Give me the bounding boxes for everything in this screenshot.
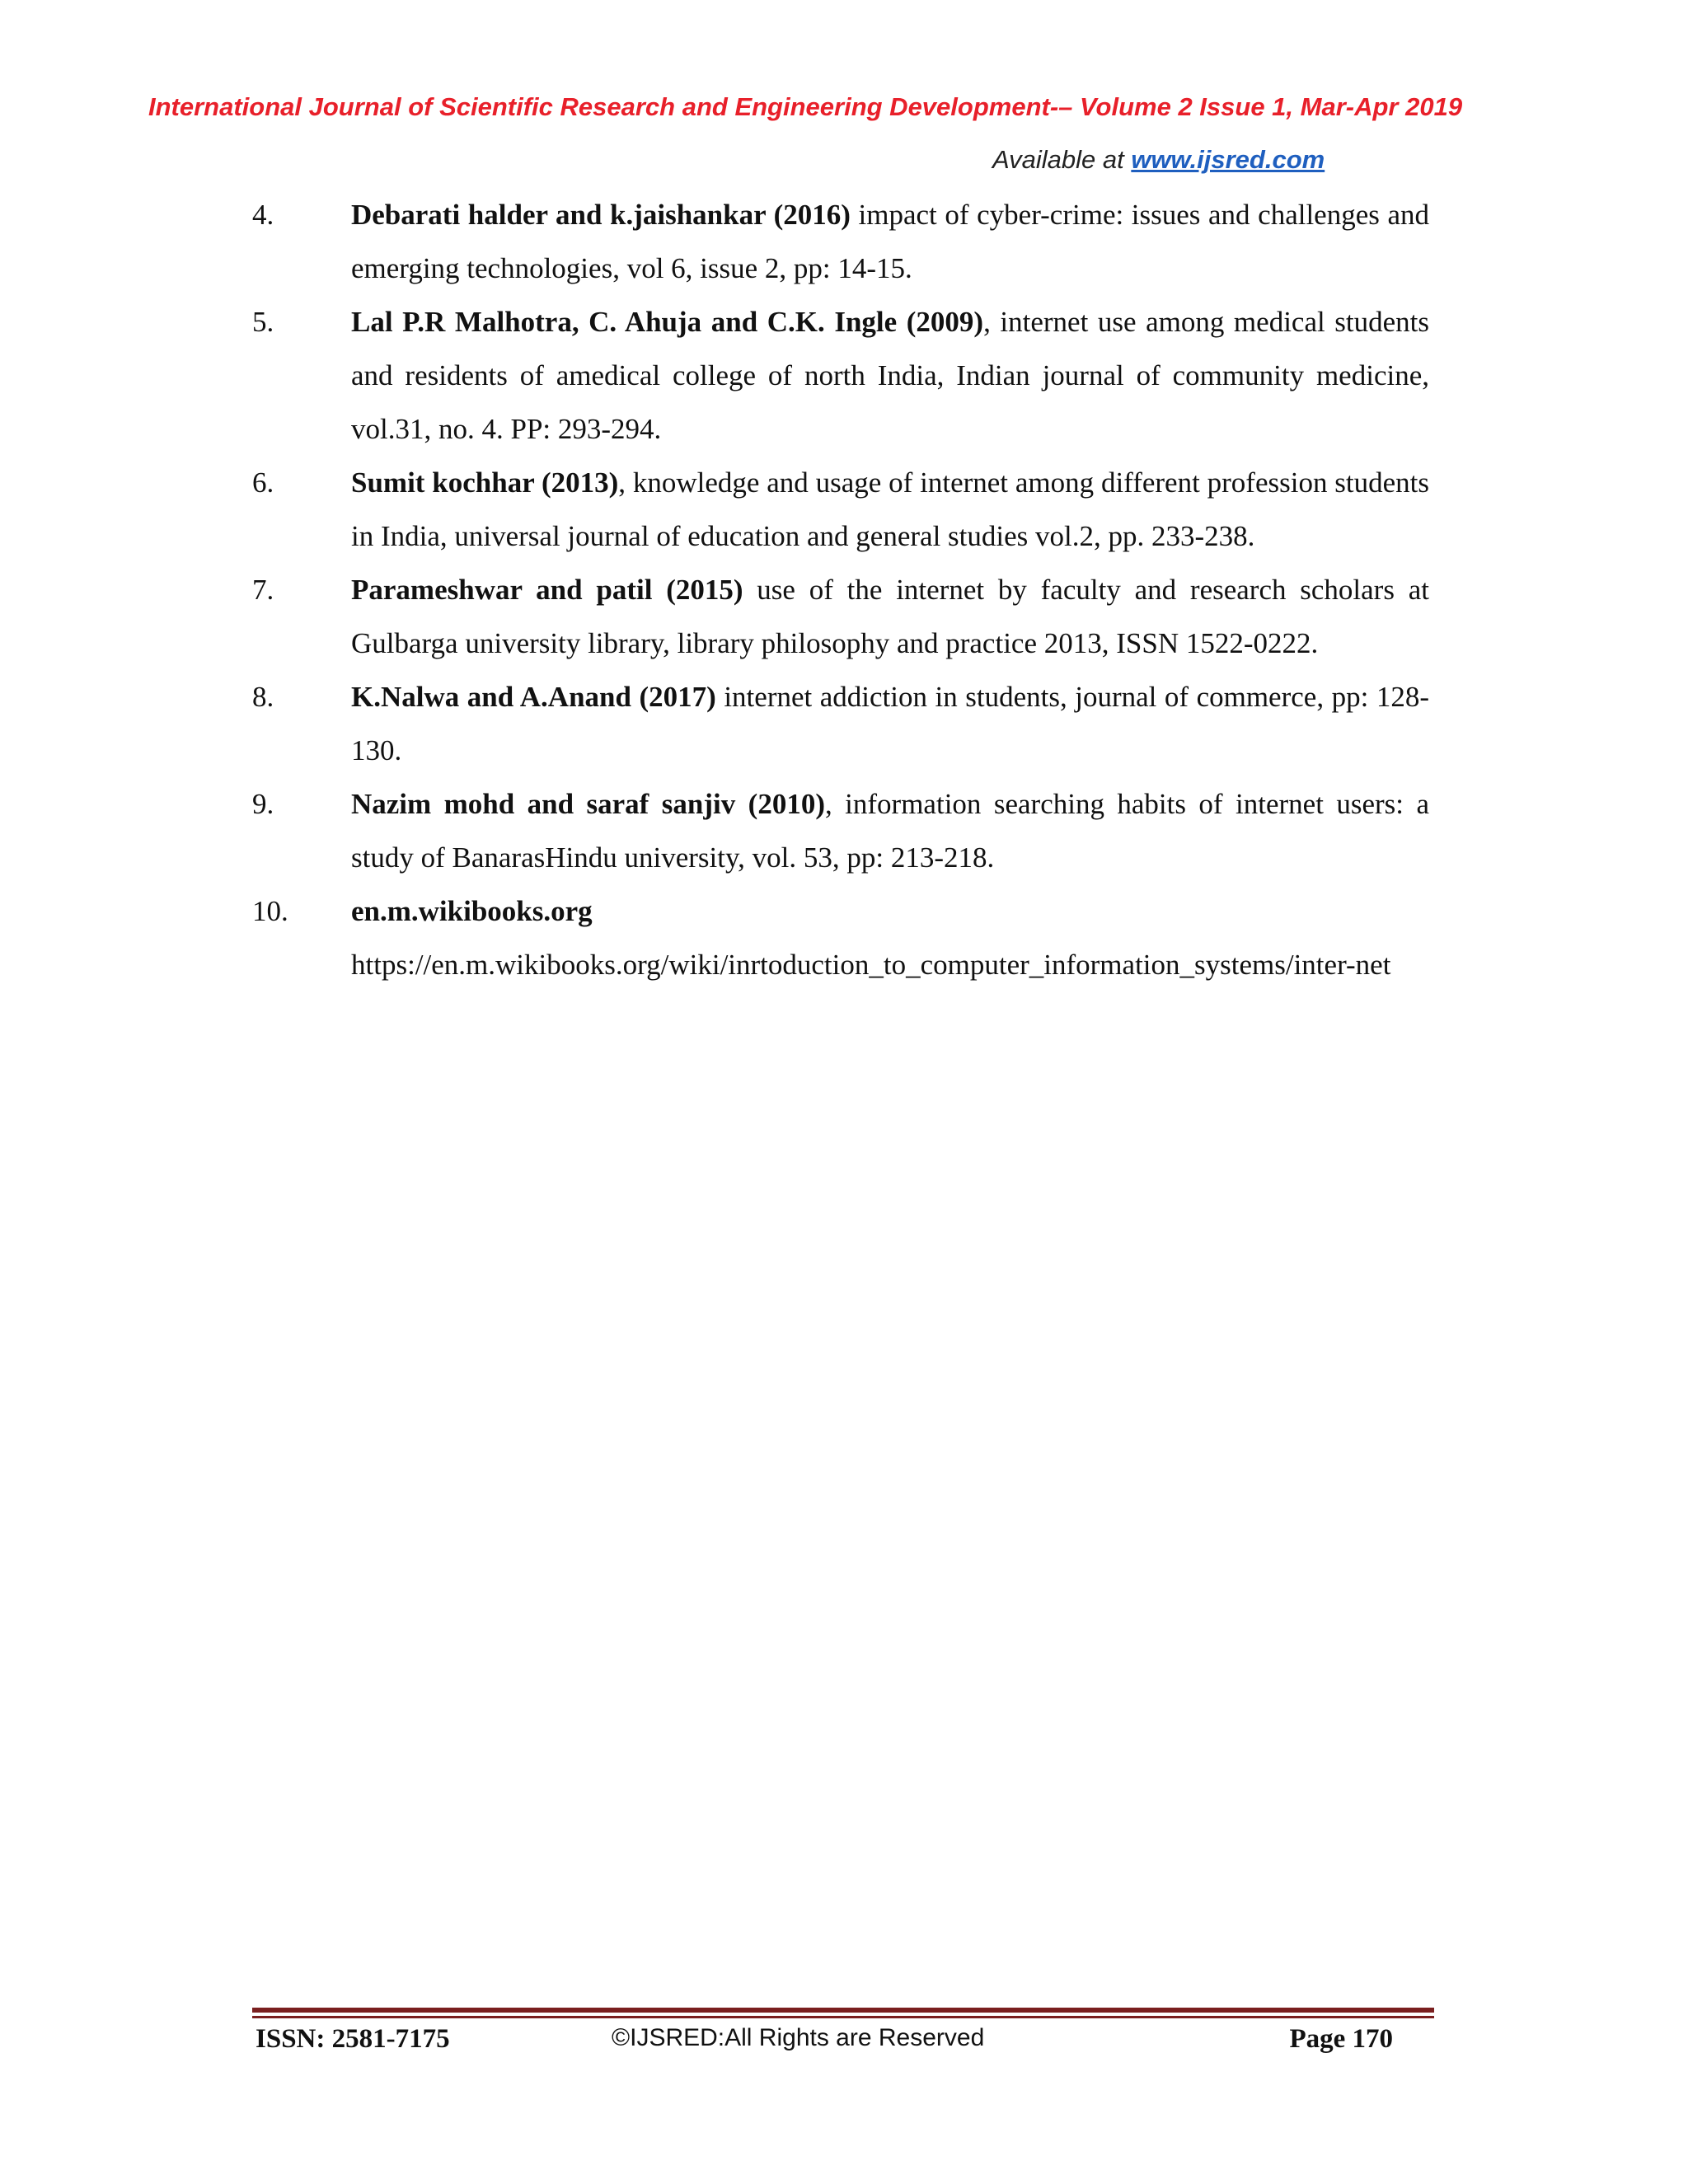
reference-number: 9. xyxy=(252,788,274,820)
reference-authors: Sumit kochhar (2013) xyxy=(351,466,619,499)
reference-item-8 xyxy=(252,670,1429,777)
reference-number: 7. xyxy=(252,574,274,606)
reference-item-10 xyxy=(252,884,1429,991)
reference-item-9 xyxy=(252,777,1429,884)
reference-details: , knowledge and usage of internet among different profession students in India, universal journal of education and general studies vol.2, pp. 233-238. xyxy=(351,466,1430,552)
reference-number: 8. xyxy=(252,681,274,713)
reference-number: 6. xyxy=(252,466,274,499)
reference-number: 4. xyxy=(252,199,274,231)
availability-prefix: Available at xyxy=(992,145,1132,174)
journal-title: International Journal of Scientific Research and Engineering Development-– Volume 2 Issue 1, Mar-Apr 2019 xyxy=(148,92,1463,121)
page-footer xyxy=(256,2024,1393,2065)
reference-number: 5. xyxy=(252,306,274,338)
reference-authors: Nazim mohd and saraf sanjiv (2010) xyxy=(351,788,825,820)
reference-authors: Parameshwar and patil (2015) xyxy=(351,574,743,606)
reference-item-5 xyxy=(252,295,1430,456)
reference-details: use of the internet by faculty and research scholars at Gulbarga university library, library philosophy and practice 2013, ISSN 1522-0222. xyxy=(351,574,1429,659)
reference-authors: K.Nalwa and A.Anand (2017) xyxy=(351,681,716,713)
reference-details: internet addiction in students, journal of commerce, pp: 128-130. xyxy=(351,681,1429,766)
availability-line xyxy=(992,145,1325,175)
reference-number: 10. xyxy=(252,895,288,927)
reference-url[interactable]: https://en.m.wikibooks.org/wiki/inrtoduction_to_computer_information_systems/inter-net xyxy=(351,949,1391,981)
footer-rights: ©IJSRED:All Rights are Reserved xyxy=(612,2024,985,2051)
reference-item-4 xyxy=(252,188,1429,295)
reference-list xyxy=(252,188,1430,991)
reference-details: impact of cyber-crime: issues and challenges and emerging technologies, vol 6, issue 2, pp: 14-15. xyxy=(351,199,1429,284)
reference-item-7 xyxy=(252,563,1429,670)
footer-rule-thin xyxy=(252,2016,1434,2018)
journal-website-link[interactable]: www.ijsred.com xyxy=(1131,145,1325,174)
footer-rule xyxy=(252,2008,1434,2013)
footer-page-number: Page 170 xyxy=(1289,2024,1393,2054)
reference-details: , information searching habits of internet users: a study of BanarasHindu university, vol. 53, pp: 213-218. xyxy=(351,788,1429,874)
reference-details: , internet use among medical students and residents of amedical college of north India, Indian journal of community medicine, vol.31, no. 4. PP: 293-294. xyxy=(351,306,1430,445)
footer-issn: ISSN: 2581-7175 xyxy=(256,2024,450,2054)
reference-authors: Debarati halder and k.jaishankar (2016) xyxy=(351,199,851,231)
reference-item-6 xyxy=(252,456,1430,563)
reference-authors: Lal P.R Malhotra, C. Ahuja and C.K. Ingle (2009) xyxy=(351,306,984,338)
reference-authors: en.m.wikibooks.org xyxy=(351,895,593,927)
